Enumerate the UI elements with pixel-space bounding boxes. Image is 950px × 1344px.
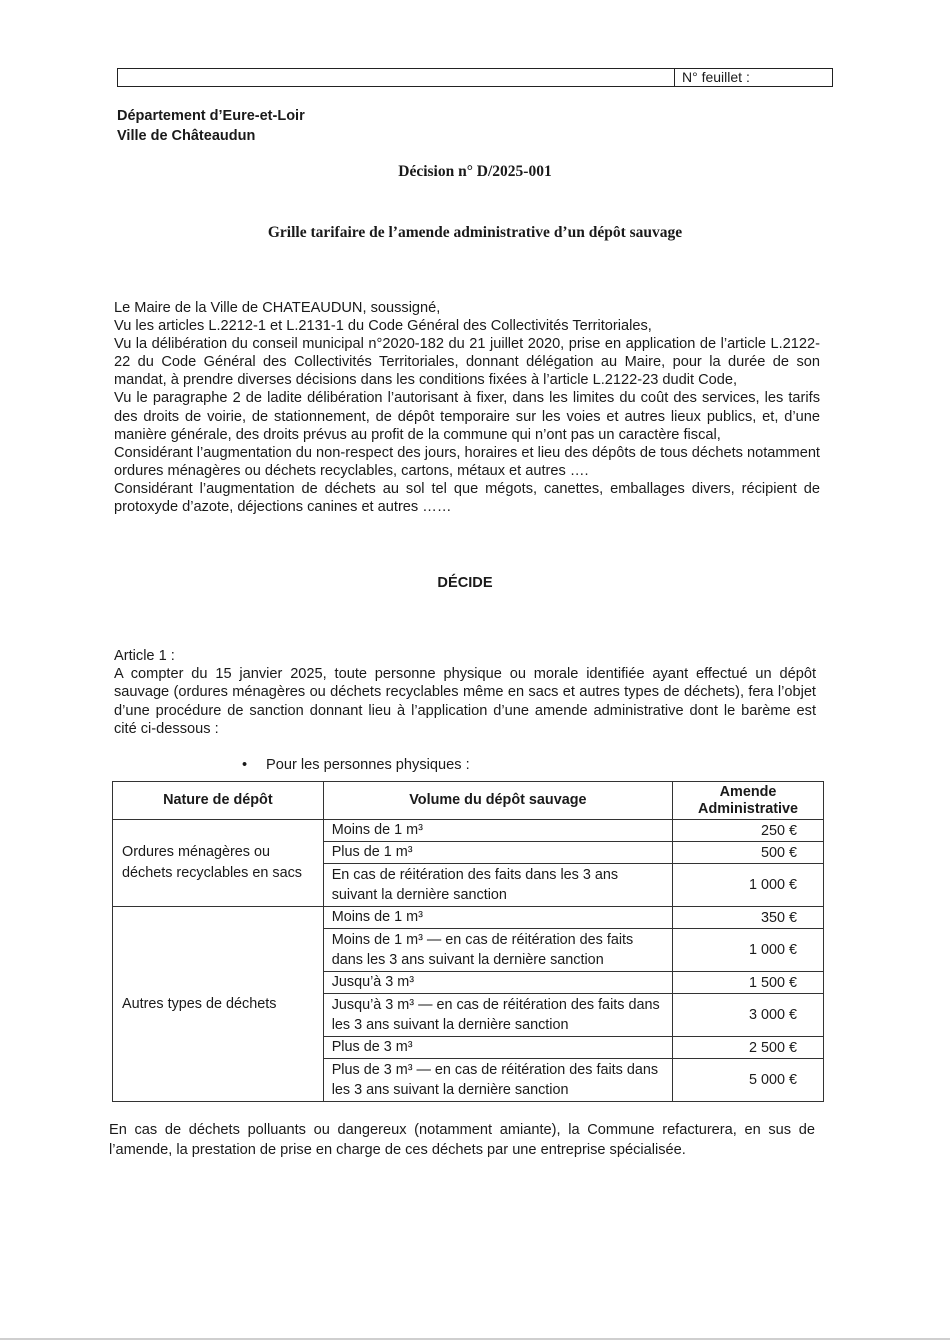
feuillet-box: [117, 68, 833, 87]
nature-cell: Autres types de déchets: [113, 907, 324, 1102]
volume-cell: Moins de 1 m³: [323, 820, 672, 842]
preamble-line: Vu le paragraphe 2 de ladite délibération l’autorisant à fixer, dans les limites du coût des services, les tarifs des droits de voirie, de stationnement, de dépôt temporaire sur les voies et autres lieux publics, et, d’une manière générale, des droits prévus au profit de la commune qui n’ont pas un caractère fiscal,: [114, 390, 820, 443]
column-header: Amende Administrative: [673, 782, 824, 820]
preamble-line: Vu la délibération du conseil municipal n°2020-182 du 21 juillet 2020, prise en application de l’article L.2122-22 du Code Général des Collectivités Territoriales, donnant délégation au Maire, pour la durée de son mandat, à prendre diverses décisions dans les conditions fixées à l’article L.2122-23 dudit Code,: [114, 336, 820, 389]
amount-cell: 2 500 €: [673, 1037, 824, 1059]
footer-note: [109, 1121, 815, 1160]
amount-cell: 1 000 €: [673, 864, 824, 907]
department-name: Département d’Eure-et-Loir: [117, 108, 305, 124]
volume-cell: Jusqu’à 3 m³ — en cas de réitération des faits dans les 3 ans suivant la dernière sanction: [323, 994, 672, 1037]
amount-cell: 3 000 €: [673, 994, 824, 1037]
article-body: A compter du 15 janvier 2025, toute personne physique ou morale identifiée ayant effectué un dépôt sauvage (ordures ménagères ou déchets recyclables même en sacs et autres types de déchets), fera l’objet d’une procédure de sanction donnant lieu à l’application d’une amende administrative dont le barème est cité ci-dessous :: [114, 666, 816, 737]
city-name: Ville de Châteaudun: [117, 128, 256, 144]
preamble-line: Considérant l’augmentation du non-respect des jours, horaires et lieu des dépôts de tous déchets notamment ordures ménagères ou déchets recyclables, cartons, métaux et autres ….: [114, 444, 820, 479]
amount-cell: 5 000 €: [673, 1059, 824, 1102]
volume-cell: Jusqu’à 3 m³: [323, 972, 672, 994]
amount-cell: 350 €: [673, 907, 824, 929]
nature-cell: Ordures ménagères ou déchets recyclables en sacs: [113, 820, 324, 907]
amount-cell: 500 €: [673, 842, 824, 864]
decision-number: Décision n° D/2025-001: [398, 163, 552, 180]
preamble: [114, 299, 820, 516]
column-header: Nature de dépôt: [113, 782, 324, 820]
feuillet-label: N° feuillet :: [674, 69, 832, 86]
volume-cell: En cas de réitération des faits dans les 3 ans suivant la dernière sanction: [323, 864, 672, 907]
scanner-margin-stamp: [27, 1122, 35, 1282]
issuer-block: [117, 106, 305, 146]
table-header-row: [113, 782, 824, 820]
preamble-line: Vu les articles L.2212-1 et L.2131-1 du Code Général des Collectivités Territoriales,: [114, 318, 652, 335]
scan-edge-divider: [0, 1338, 950, 1340]
volume-cell: Plus de 3 m³ — en cas de réitération des faits dans les 3 ans suivant la dernière sanction: [323, 1059, 672, 1102]
article-1: [114, 647, 816, 738]
table-row: [113, 820, 824, 842]
volume-cell: Plus de 3 m³: [323, 1037, 672, 1059]
decision-subject: Grille tarifaire de l’amende administrative d’un dépôt sauvage: [267, 224, 683, 241]
volume-cell: Moins de 1 m³: [323, 907, 672, 929]
fine-schedule-table: [112, 781, 824, 1102]
amount-cell: 1 000 €: [673, 929, 824, 972]
volume-cell: Moins de 1 m³ — en cas de réitération des faits dans les 3 ans suivant la dernière sanction: [323, 929, 672, 972]
bullet-item: [242, 757, 470, 773]
preamble-line: Considérant l’augmentation de déchets au sol tel que mégots, canettes, emballages divers, récipient de protoxyde d’azote, déjections canines et autres ……: [114, 480, 820, 516]
amount-cell: 250 €: [673, 820, 824, 842]
column-header: Volume du dépôt sauvage: [323, 782, 672, 820]
footer-note-text: En cas de déchets polluants ou dangereux (notamment amiante), la Commune refacturera, en sus de l’amende, la prestation de prise en charge de ces déchets par une entreprise spécialisée.: [109, 1122, 815, 1158]
amount-cell: 1 500 €: [673, 972, 824, 994]
table-row: [113, 907, 824, 929]
volume-cell: Plus de 1 m³: [323, 842, 672, 864]
bullet-icon: •: [242, 757, 248, 773]
decide-heading: DÉCIDE: [437, 575, 493, 591]
preamble-line: Le Maire de la Ville de CHATEAUDUN, soussigné,: [114, 300, 441, 316]
bullet-text: Pour les personnes physiques :: [266, 757, 470, 773]
article-title: Article 1 :: [114, 648, 175, 664]
